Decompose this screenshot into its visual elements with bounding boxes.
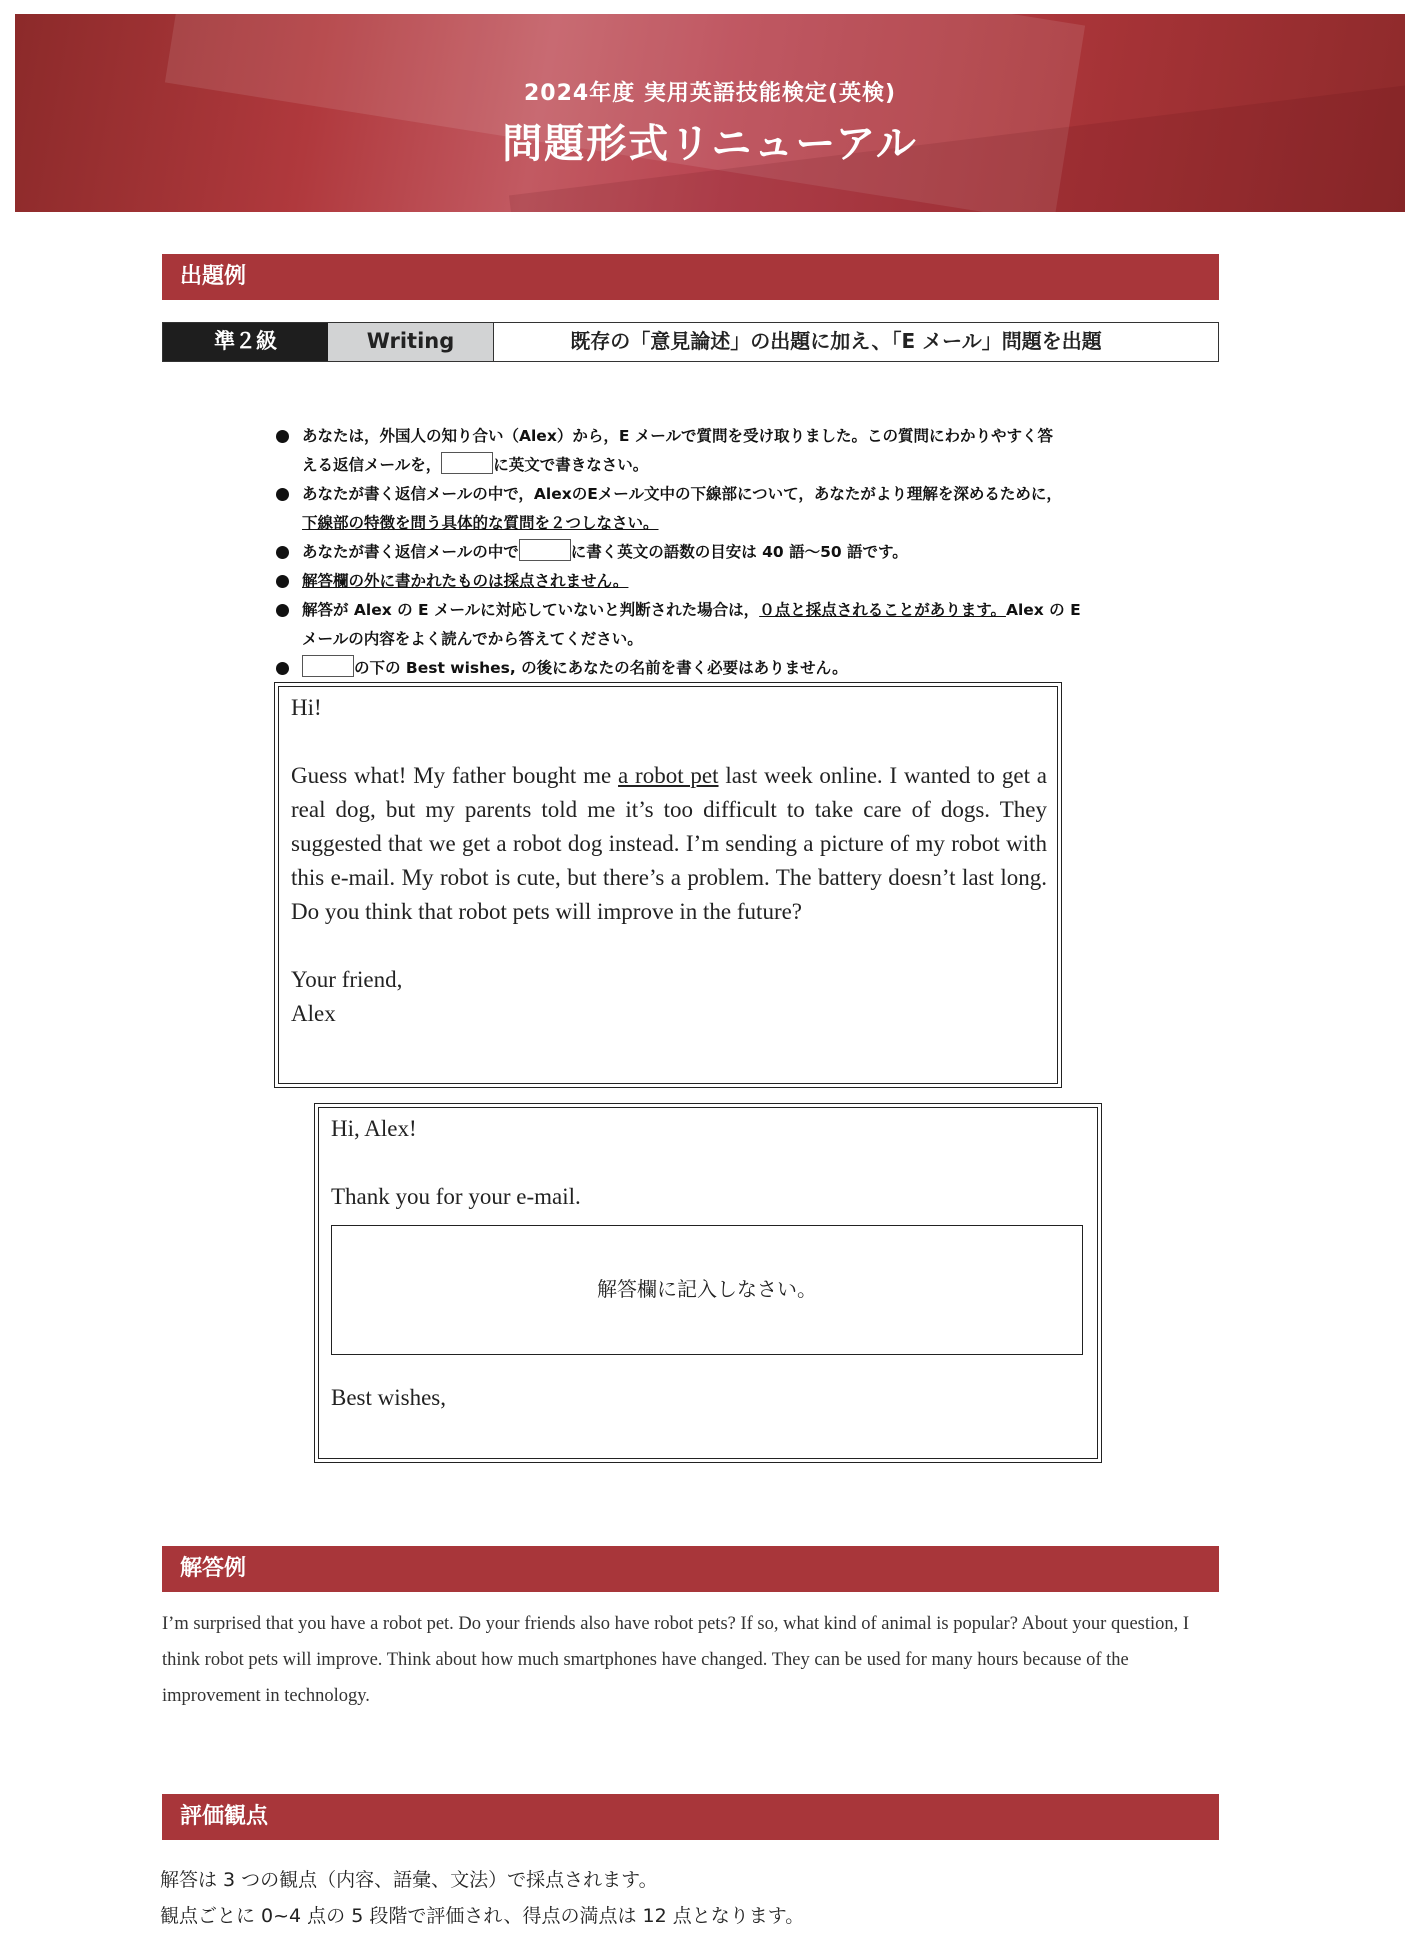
banner-subtitle: 2024年度 実用英語技能検定(英検) (524, 81, 896, 106)
banner-title: 問題形式リニューアル (502, 121, 918, 167)
answer-example-text: I’m surprised that you have a robot pet. Do your friends also have robot pets? If so, what kind of animal is popular? About your question, I think robot pets will improve. Think about how much smartphones have changed. They can be used for many hours because of the improvement in technology. (162, 1614, 1190, 1706)
blank-box (302, 655, 354, 677)
instruction-item: 解答が Alex の E メールに対応していないと判断された場合は，０点と採点されることがあります。Alex の E メールの内容をよく読んでから答えてください。 (272, 596, 1122, 654)
answer-field[interactable]: 解答欄に記入しなさい。 (331, 1225, 1083, 1355)
alex-email-box (274, 682, 1062, 1088)
grade-label: 準２級 (163, 323, 328, 361)
reply-closing: Best wishes, (331, 1385, 446, 1410)
blank-box (441, 452, 493, 474)
header-banner (15, 14, 1405, 212)
section-heading-answer: 解答例 (162, 1546, 1219, 1592)
instruction-item: の下の Best wishes, の後にあなたの名前を書く必要はありません。 (272, 654, 1122, 683)
instruction-item: あなたが書く返信メールの中で に書く英文の語数の目安は 40 語～50 語です。 (272, 538, 1122, 567)
section-heading-example: 出題例 (162, 254, 1219, 300)
instructions-list (272, 422, 1122, 683)
email-body: Guess what! My father bought me a robot pet last week online. I wanted to get a real dog, but my parents told me it’s too difficult to take care of dogs. They suggested that we get a robot dog instead. I’m sending a picture of my robot with this e-mail. My robot is cute, but there’s a problem. The battery doesn’t last long. Do you think that robot pets will improve in the future? (291, 763, 1047, 924)
reply-email-box (314, 1103, 1102, 1463)
blank-box (519, 539, 571, 561)
email-signature: Alex (291, 1001, 336, 1026)
email-closing: Your friend, (291, 967, 403, 992)
instruction-item: あなたが書く返信メールの中で，AlexのEメール文中の下線部について，あなたがより理解を深めるために， 下線部の特徴を問う具体的な質問を２つしなさい。 (272, 480, 1122, 538)
section-heading-evaluation: 評価観点 (162, 1794, 1219, 1840)
evaluation-text: 解答は 3 つの観点（内容、語彙、文法）で採点されます。 観点ごとに 0~4 点の 5 段階で評価され、得点の満点は 12 点となります。 (160, 1869, 805, 1927)
instruction-item: あなたは，外国人の知り合い（Alex）から，E メールで質問を受け取りました。この質問にわかりやすく答 える返信メールを， に英文で書きなさい。 (272, 422, 1122, 480)
reply-greeting: Hi, Alex! (331, 1116, 417, 1141)
instruction-item: 解答欄の外に書かれたものは採点されません。 (272, 567, 1122, 596)
level-bar (162, 322, 1219, 362)
email-greeting: Hi! (291, 695, 322, 720)
reply-thanks: Thank you for your e-mail. (331, 1184, 581, 1209)
skill-label: Writing (328, 323, 494, 361)
underlined-phrase: a robot pet (618, 763, 719, 788)
format-description: 既存の「意見論述」の出題に加え、「E メール」問題を出題 (570, 329, 1102, 353)
